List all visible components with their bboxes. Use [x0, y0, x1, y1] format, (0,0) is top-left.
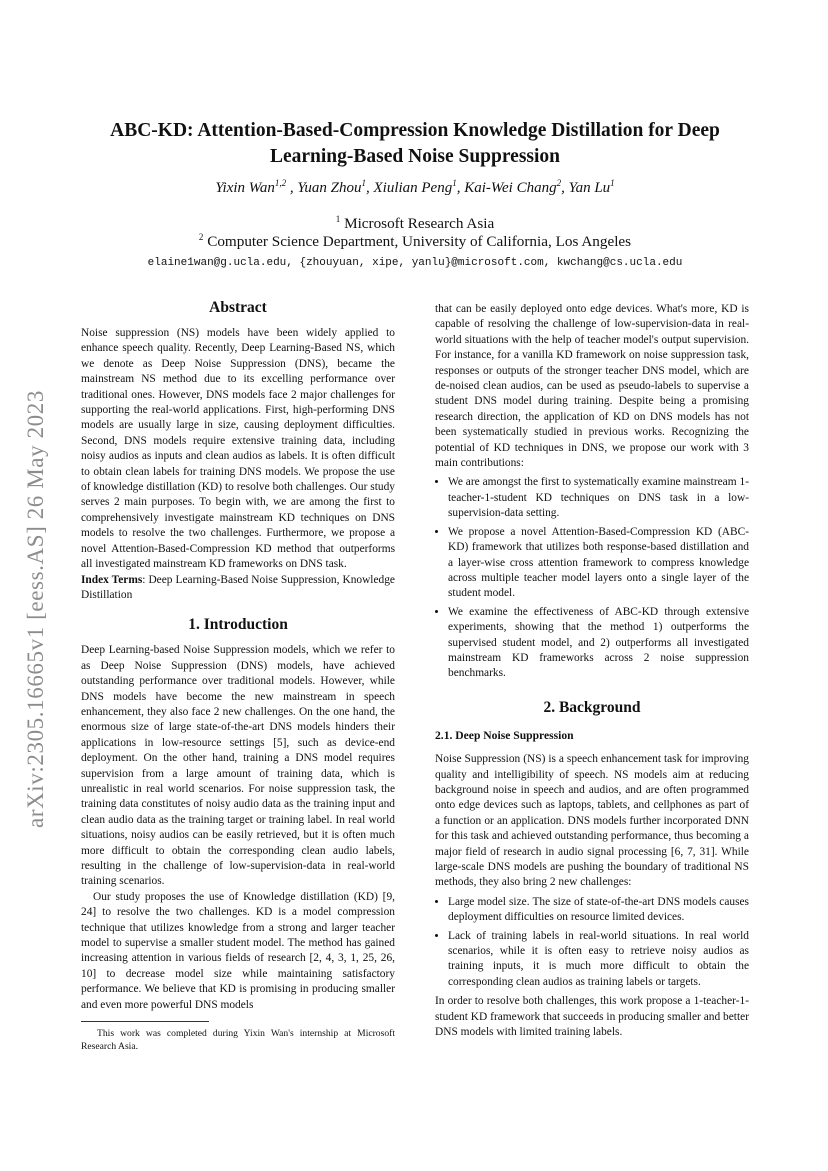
arxiv-stamp-text: arXiv:2305.16665v1 [eess.AS] 26 May 2023: [23, 390, 48, 828]
author-name: Yixin Wan: [215, 180, 275, 196]
intro-paragraph: that can be easily deployed onto edge devices. What's more, KD is capable of resolving the challenge of low-supervision-data in real-world situations with the help of teacher model's output supervision. For instance, for a vanilla KD framework on noise suppression task, responses or outputs of the stronger teacher DNS model, which are de-noised clean audios, can be used as pseudo-labels to supervise a student DNS model during training. Despite being a promising research direction, the application of KD on DNS models has not been systematically studied in previous works. Recognizing the potential of KD techniques in DNS, we propose our work with 3 main contributions:: [435, 303, 749, 470]
footnote-rule: [81, 1021, 209, 1022]
intro-paragraph: Our study proposes the use of Knowledge distillation (KD) [9, 24] to resolve the two challenges. KD is a model compression technique that utilizes knowledge from a strong and larger teacher model to supervise a smaller student model. The method has gained increasing attention in various fields of research [2, 4, 3, 1, 25, 26, 10] to decrease model size while maintaining satisfactory performance. We believe that KD is promising in producing smaller and even more powerful DNS models: [81, 890, 395, 1011]
author-list: Yixin Wan$^{1,2}$ , Yuan Zhou$^1$, Xiulian Peng$^1$, Kai-Wei Chang$^2$, Yan Lu$^1$: [215, 178, 615, 196]
author-sup: 1: [610, 178, 615, 188]
abstract-body: Noise suppression (NS) models have been widely applied to enhance speech quality. Recently, Deep Learning-Based NS, which we denote as Deep Noise Suppression (DNS), became the mainstream NS method due to its excelling performance over traditional ones. However, DNS models face 2 major challenges for supporting the real-world applications. First, high-performing DNS models are usually large in size, causing deployment difficulties. Second, DNS models require extensive training data, including noisy audios as inputs and clean audios as labels. It is often difficult to obtain clean labels for training DNS models. We propose the use of knowledge distillation (KD) to resolve both challenges. Our study serves 2 main purposes. To begin with, we are among the first to comprehensively investigate mainstream KD techniques on DNS models to resolve the two challenges. Furthermore, we propose a novel Attention-Based-Compression KD method that outperforms all investigated mainstream KD frameworks on DNS task.: [81, 327, 395, 571]
right-column: [435, 302, 749, 1040]
left-column: [81, 298, 395, 1053]
challenges-list: [435, 895, 749, 990]
affiliation-text: Microsoft Research Asia: [344, 215, 495, 232]
footnote: This work was completed during Yixin Wan's internship at Microsoft Research Asia.: [81, 1028, 395, 1052]
background-paragraph: In order to resolve both challenges, this work propose a 1-teacher-1-student KD framework that succeeds in producing smaller and better DNS models with limited training labels.: [435, 995, 749, 1039]
affiliation-sup: 2: [198, 231, 204, 242]
index-terms-label: Index Terms: [81, 573, 143, 586]
affiliation-sup: 1: [335, 213, 341, 224]
paper-title: ABC-KD: Attention-Based-Compression Knowledge Distillation for Deep Learning-Based Noise Suppression: [110, 120, 720, 167]
author-sup: 1,2: [274, 178, 287, 188]
index-terms: [81, 573, 395, 604]
affiliation-text: Computer Science Department, University of California, Los Angeles: [207, 233, 632, 250]
author-name: Yan Lu: [568, 180, 611, 196]
author-name: Kai-Wei Chang: [464, 180, 557, 196]
list-item: • Large model size. The size of state-of-the-art DNS models causes deployment difficulties on resource limited devices.: [448, 895, 749, 926]
affiliation: [90, 233, 740, 251]
author-sup: 1: [361, 178, 366, 188]
list-item: • We examine the effectiveness of ABC-KD through extensive experiments, showing that the method 1) outperforms the supervised student model, and 2) outperforms all investigated mainstream KD frameworks across 2 noise suppression benchmarks.: [448, 605, 749, 682]
author-sup: 2: [556, 178, 562, 188]
affiliation: [90, 215, 740, 233]
abstract-heading: Abstract: [209, 299, 267, 316]
author-name: Xiulian Peng: [373, 180, 453, 196]
contributions-list: [435, 475, 749, 681]
author-name: Yuan Zhou: [297, 180, 362, 196]
list-item: • We are amongst the first to systematically examine mainstream 1-teacher-1-student KD techniques on DNS task in a low-supervision-data setting.: [448, 475, 749, 521]
author-sup: 1: [452, 178, 457, 188]
introduction-heading: 1. Introduction: [188, 616, 288, 634]
list-item: • We propose a novel Attention-Based-Compression KD (ABC-KD) framework that utilizes both response-based distillation and a layer-wise cross attention framework to compress knowledge across multiple teacher model layers onto a single layer of the student model.: [448, 525, 749, 602]
background-heading: 2. Background: [543, 698, 641, 716]
background-paragraph: Noise Suppression (NS) is a speech enhancement task for improving quality and intelligibility of speech. NS models aim at reducing background noise in speech and audios, and are often programmed onto edge devices such as laptops, tablets, and cellphones as part of a function or an application. DNS models further incorporated DNN for this task and achieved outstanding performance, thus becoming a major field of research in audio signal processing [6, 7, 31]. While large-scale DNS models are pushing the boundary of traditional NS methods, they also bring 2 new challenges:: [435, 753, 749, 889]
intro-paragraph: Deep Learning-based Noise Suppression models, which we refer to as Deep Noise Suppression (DNS) models, have achieved outstanding performance over traditional models. However, while DNS models have become the new mainstream in speech enhancement, they also face 2 new challenges. On the one hand, the enormous size of large state-of-the-art DNS models hinders their applications in low-resource settings [5], such as device-end deployment. On the other hand, training a DNS model requires supervision from a large amount of training data, which is unrealistic in real world scenarios. For noise suppression task, the training data constitutes of noisy audio data as the training input and clean audio data as the training target or training label. In real world situations, noisy audios can be easily retrieved, but it is often much more difficult to obtain the corresponding clean audio labels, resulting in the challenge of low-supervision-data in real-world training scenarios.: [81, 644, 395, 888]
subsection-heading: 2.1. Deep Noise Suppression: [435, 728, 574, 742]
index-terms-text: : Deep Learning-Based Noise Suppression, Knowledge Distillation: [81, 573, 395, 601]
list-item: • Lack of training labels in real-world situations. In real world scenarios, while it is often easy to retrieve noisy audios as training inputs, it is much more difficult to obtain the corresponding clean audios as training labels or targets.: [448, 929, 749, 991]
arxiv-stamp: [23, 346, 49, 872]
author-emails: elaine1wan@g.ucla.edu, {zhouyuan, xipe, yanlu}@microsoft.com, kwchang@cs.ucla.edu: [147, 257, 683, 269]
